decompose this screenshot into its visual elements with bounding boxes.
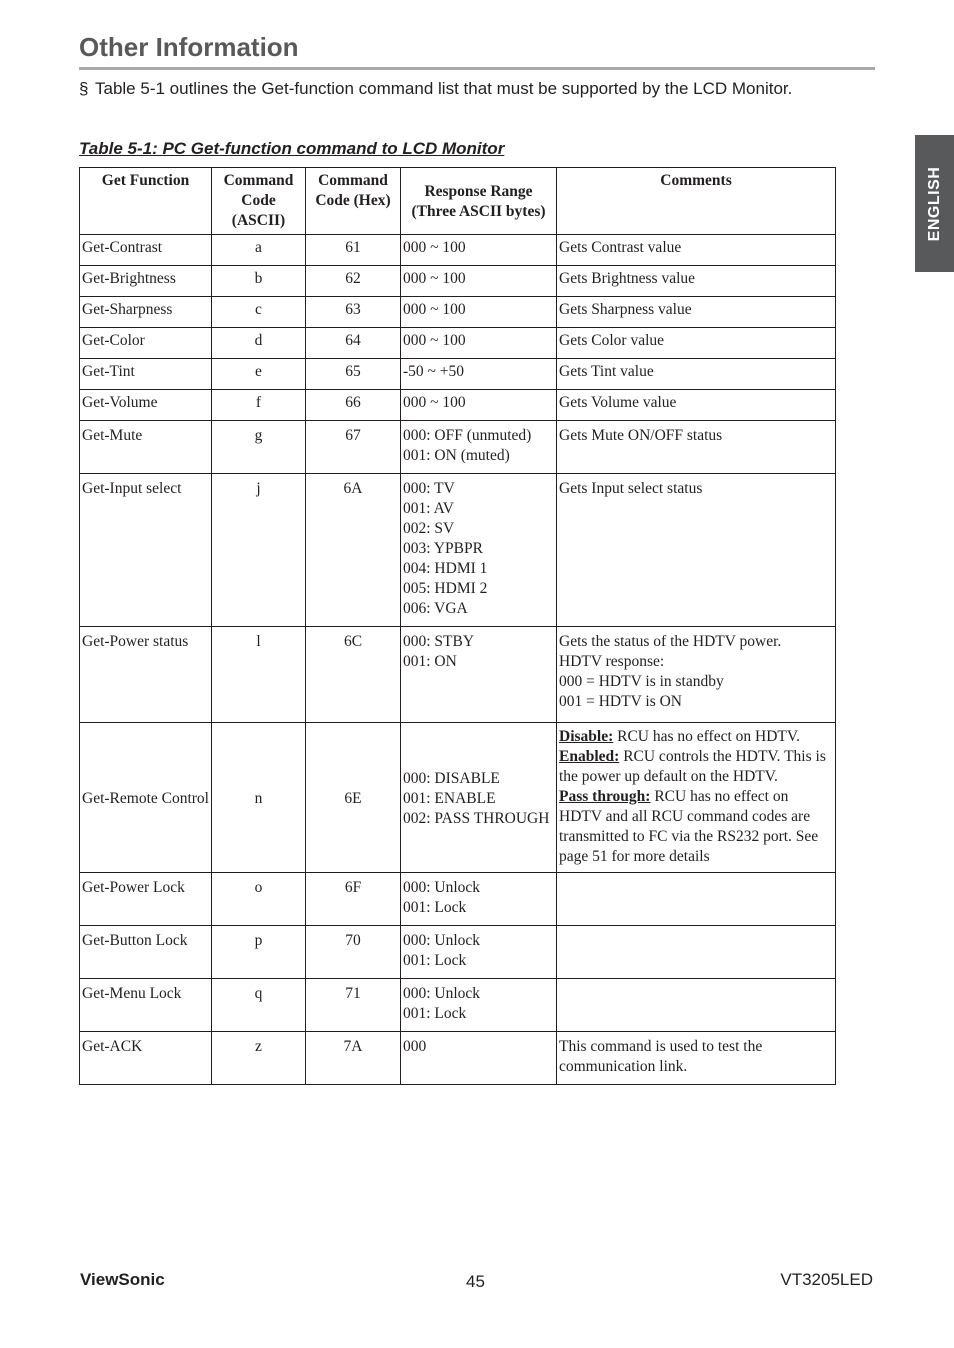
- comment-line: Gets the status of the HDTV power.: [559, 633, 782, 650]
- table-row: [80, 266, 836, 297]
- header-response: Response Range (Three ASCII bytes): [401, 168, 557, 235]
- response-line: 001: ENABLE: [403, 789, 496, 807]
- response-line: 001: ON: [403, 653, 457, 670]
- cell-comment: Gets Sharpness value: [557, 297, 836, 328]
- cell-function: Get-Sharpness: [80, 297, 212, 328]
- cell-hex: 6C: [306, 627, 401, 723]
- footer-model: VT3205LED: [780, 1270, 873, 1289]
- cell-comment: This command is used to test the communication link.: [557, 1032, 836, 1085]
- cell-response: [401, 926, 557, 979]
- table-row: [80, 297, 836, 328]
- cell-comment: Gets Mute ON/OFF status: [557, 421, 836, 474]
- table-row: [80, 390, 836, 421]
- response-line: 000: TV: [403, 480, 455, 497]
- cell-ascii: a: [212, 235, 306, 266]
- table-row: [80, 328, 836, 359]
- response-line: 004: HDMI 1: [403, 560, 488, 577]
- response-line: 006: VGA: [403, 600, 468, 617]
- cell-comment: [557, 627, 836, 723]
- comment-text-enabled: RCU controls the HDTV. This is the power up default on the HDTV.: [559, 748, 826, 785]
- cell-hex: 7A: [306, 1032, 401, 1085]
- cell-response: [401, 873, 557, 926]
- cell-ascii: n: [212, 723, 306, 873]
- cell-function: Get-Volume: [80, 390, 212, 421]
- cell-ascii: z: [212, 1032, 306, 1085]
- header-comments: Comments: [557, 168, 836, 235]
- comment-line: HDTV response:: [559, 653, 665, 670]
- cell-function: Get-Input select: [80, 474, 212, 627]
- response-line: 000: Unlock: [403, 932, 481, 949]
- table-row: [80, 359, 836, 390]
- cell-ascii: f: [212, 390, 306, 421]
- response-line: 000: OFF (unmuted): [403, 427, 532, 444]
- table-row: [80, 873, 836, 926]
- response-line: 001: Lock: [403, 1005, 467, 1022]
- cell-ascii: j: [212, 474, 306, 627]
- cell-response: 000 ~ 100: [401, 297, 557, 328]
- cell-hex: 6E: [306, 723, 401, 873]
- cell-comment: [557, 723, 836, 873]
- comment-line: 000 = HDTV is in standby: [559, 673, 724, 690]
- cell-response: [401, 723, 557, 873]
- section-bullet: §: [79, 79, 89, 98]
- footer-brand: ViewSonic: [80, 1270, 165, 1289]
- cell-hex: 63: [306, 297, 401, 328]
- comment-label-enabled: Enabled:: [559, 748, 620, 765]
- cell-function: Get-ACK: [80, 1032, 212, 1085]
- cell-comment: [557, 873, 836, 926]
- cell-comment: Gets Input select status: [557, 474, 836, 627]
- response-line: 002: SV: [403, 520, 455, 537]
- cell-response: -50 ~ +50: [401, 359, 557, 390]
- cell-hex: 70: [306, 926, 401, 979]
- cell-response: 000 ~ 100: [401, 235, 557, 266]
- cell-hex: 6F: [306, 873, 401, 926]
- cell-ascii: l: [212, 627, 306, 723]
- cell-ascii: e: [212, 359, 306, 390]
- response-line: 000: Unlock: [403, 879, 481, 896]
- response-line: 000: STBY: [403, 633, 475, 650]
- header-ascii: Command Code (ASCII): [212, 168, 306, 235]
- header-hex: Command Code (Hex): [306, 168, 401, 235]
- cell-response: [401, 627, 557, 723]
- cell-hex: 61: [306, 235, 401, 266]
- footer-page-number: 45: [466, 1272, 485, 1291]
- cell-hex: 6A: [306, 474, 401, 627]
- page-title: Other Information: [79, 32, 299, 62]
- cell-comment: Gets Volume value: [557, 390, 836, 421]
- cell-comment: Gets Brightness value: [557, 266, 836, 297]
- cell-response: [401, 979, 557, 1032]
- table-row: [80, 474, 836, 627]
- cell-function: Get-Power status: [80, 627, 212, 723]
- cell-hex: 71: [306, 979, 401, 1032]
- cell-response: [401, 474, 557, 627]
- cell-hex: 64: [306, 328, 401, 359]
- cell-comment: [557, 926, 836, 979]
- cell-function: Get-Brightness: [80, 266, 212, 297]
- cell-function: Get-Color: [80, 328, 212, 359]
- cell-response: [401, 421, 557, 474]
- response-line: 005: HDMI 2: [403, 580, 488, 597]
- cell-response: 000 ~ 100: [401, 266, 557, 297]
- command-table: [79, 167, 836, 1085]
- response-line: 000: DISABLE: [403, 769, 500, 787]
- intro-text: Table 5-1 outlines the Get-function command list that must be supported by the LCD Monitor.: [95, 79, 793, 98]
- comment-line: 001 = HDTV is ON: [559, 693, 682, 710]
- comment-text-disable: RCU has no effect on HDTV.: [613, 728, 800, 745]
- comment-label-pass-through: Pass through:: [559, 788, 651, 805]
- cell-hex: 62: [306, 266, 401, 297]
- cell-ascii: b: [212, 266, 306, 297]
- comment-disable: [559, 727, 833, 747]
- comment-text-pass-through: RCU has no effect on HDTV and all RCU command codes are transmitted to FC via the RS232 port. See page 51 for more details: [559, 788, 819, 865]
- title-divider: [79, 67, 875, 70]
- cell-comment: Gets Tint value: [557, 359, 836, 390]
- comment-enabled: [559, 747, 833, 787]
- cell-function: Get-Button Lock: [80, 926, 212, 979]
- table-row: [80, 979, 836, 1032]
- cell-ascii: o: [212, 873, 306, 926]
- cell-ascii: q: [212, 979, 306, 1032]
- response-line: 001: Lock: [403, 899, 467, 916]
- cell-ascii: p: [212, 926, 306, 979]
- cell-hex: 67: [306, 421, 401, 474]
- cell-hex: 65: [306, 359, 401, 390]
- cell-comment: Gets Color value: [557, 328, 836, 359]
- comment-pass-through: [559, 787, 833, 867]
- comment-label-disable: Disable:: [559, 728, 614, 745]
- header-get-function: Get Function: [80, 168, 212, 235]
- response-line: 003: YPBPR: [403, 540, 483, 557]
- cell-response: 000 ~ 100: [401, 328, 557, 359]
- response-line: 001: AV: [403, 500, 454, 517]
- response-line: 001: ON (muted): [403, 447, 510, 464]
- response-line: 001: Lock: [403, 952, 467, 969]
- cell-comment: [557, 979, 836, 1032]
- cell-hex: 66: [306, 390, 401, 421]
- cell-ascii: c: [212, 297, 306, 328]
- table-row: [80, 723, 836, 873]
- intro-paragraph: [79, 76, 809, 101]
- cell-function: Get-Mute: [80, 421, 212, 474]
- language-tab-label: ENGLISH: [925, 166, 943, 241]
- cell-function: Get-Contrast: [80, 235, 212, 266]
- table-row: [80, 1032, 836, 1085]
- cell-function: Get-Power Lock: [80, 873, 212, 926]
- table-row: [80, 421, 836, 474]
- response-line: 002: PASS THROUGH: [403, 809, 550, 827]
- table-row: [80, 627, 836, 723]
- cell-response: 000: [401, 1032, 557, 1085]
- response-line: 000: Unlock: [403, 985, 481, 1002]
- table-caption: Table 5-1: PC Get-function command to LCD Monitor: [79, 139, 505, 158]
- table-header-row: [80, 168, 836, 235]
- cell-ascii: g: [212, 421, 306, 474]
- language-tab: [915, 135, 954, 272]
- cell-function: Get-Remote Control: [80, 723, 212, 873]
- table-row: [80, 926, 836, 979]
- cell-comment: Gets Contrast value: [557, 235, 836, 266]
- cell-response: 000 ~ 100: [401, 390, 557, 421]
- cell-ascii: d: [212, 328, 306, 359]
- table-row: [80, 235, 836, 266]
- cell-function: Get-Tint: [80, 359, 212, 390]
- cell-function: Get-Menu Lock: [80, 979, 212, 1032]
